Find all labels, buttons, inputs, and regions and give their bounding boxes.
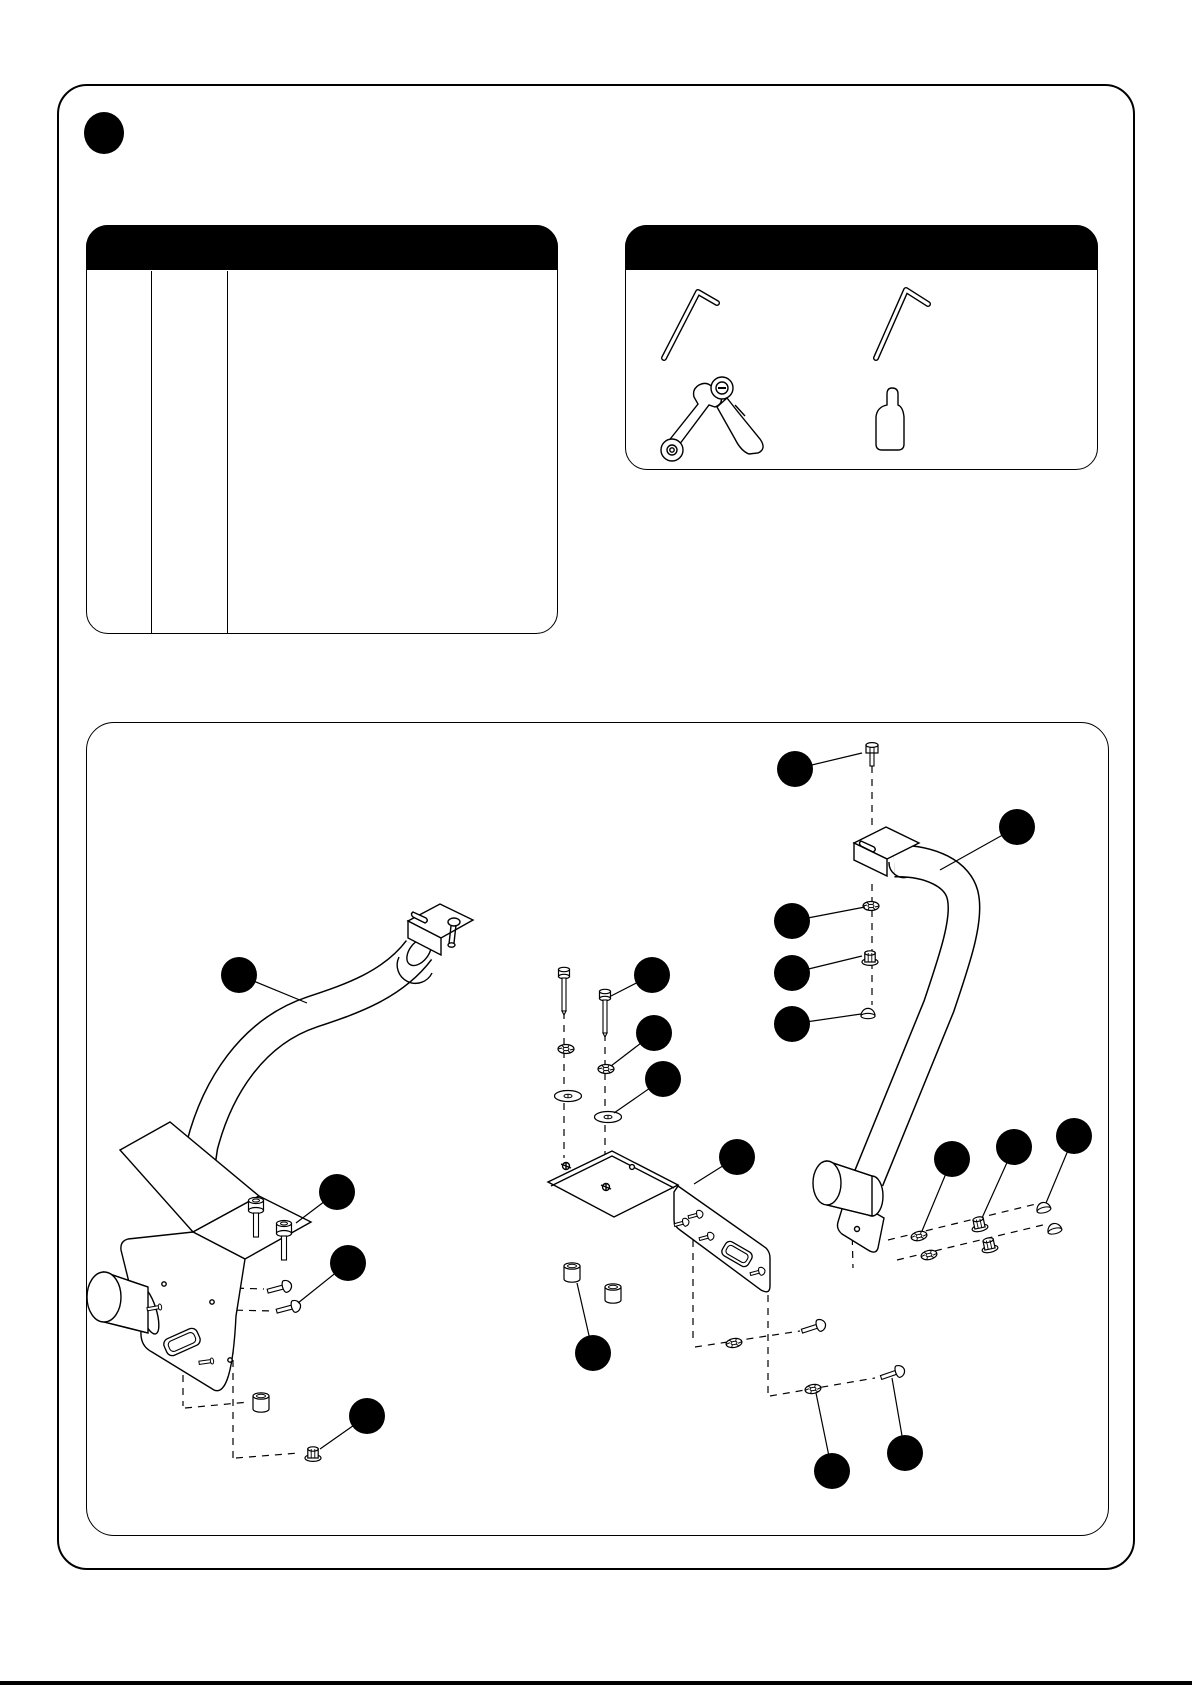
callout-marker [719, 1139, 755, 1175]
callout-flat-washer [614, 1061, 681, 1113]
plate-screw-hole [561, 1162, 571, 1170]
callout-marker [645, 1061, 681, 1097]
long-bolt-part [559, 967, 570, 1015]
bushing-part [564, 1263, 580, 1282]
callout-flange-nut [774, 955, 862, 991]
right-support-tube [868, 861, 964, 1180]
star-washer-part [558, 1045, 574, 1054]
callout-lock-washer [814, 1393, 850, 1489]
callout-hex-bolt-top [777, 751, 862, 787]
callout-marker [634, 957, 670, 993]
hex-bolt-part [866, 743, 878, 766]
alignment-dashed-line [185, 1402, 249, 1408]
callout-lock-washer [774, 903, 865, 939]
flange-nut-part [862, 951, 878, 966]
callout-marker [887, 1435, 923, 1471]
alignment-dashed-line [888, 1204, 1036, 1240]
button-screw-part [275, 1299, 302, 1317]
callout-marker [777, 751, 813, 787]
callout-long-bolt [611, 957, 670, 996]
part-illustrations [87, 827, 964, 1391]
star-washer-part [910, 1230, 928, 1242]
alignment-dashed-line [770, 1378, 875, 1396]
button-screw-part [266, 1279, 293, 1297]
star-washer-part [804, 1383, 821, 1395]
callout-button-screw [887, 1378, 923, 1471]
flat-washer-part [595, 1112, 622, 1123]
callout-marker [636, 1015, 672, 1051]
long-bolt-part [600, 989, 611, 1037]
callout-lock-washer [922, 1141, 970, 1231]
flat-washer-part [555, 1091, 582, 1102]
callout-dome-cap [1046, 1118, 1092, 1203]
dome-cap-part [861, 1008, 875, 1018]
callout-marker [774, 903, 810, 939]
star-washer-part [863, 902, 879, 911]
callout-left-bracket [296, 1174, 355, 1223]
flange-nut-part [970, 1215, 989, 1233]
callout-marker [774, 955, 810, 991]
callout-marker [934, 1141, 970, 1177]
dome-cap-part [1046, 1222, 1062, 1235]
bushing-part [253, 1393, 269, 1412]
callout-marker [221, 957, 257, 993]
callout-marker [349, 1398, 385, 1434]
button-screw-part [800, 1318, 827, 1337]
alignment-dashed-line [236, 1453, 299, 1458]
callout-marker [814, 1453, 850, 1489]
callout-marker [330, 1245, 366, 1281]
callout-flange-nut [982, 1129, 1032, 1218]
callout-dome-cap [774, 1006, 861, 1042]
dome-cap-part [1035, 1201, 1051, 1214]
callout-marker [996, 1129, 1032, 1165]
alignment-dashed-line [695, 1331, 800, 1347]
callout-markers [221, 751, 1092, 1489]
star-washer-part [725, 1337, 742, 1349]
flange-nut-part [305, 1447, 321, 1462]
callout-button-screw [298, 1245, 366, 1303]
callout-mounting-plate [694, 1139, 755, 1184]
callout-marker [774, 1006, 810, 1042]
callout-lock-washer [611, 1015, 672, 1066]
bushing-part [605, 1284, 621, 1303]
callout-marker [1056, 1118, 1092, 1154]
callout-flange-nut [320, 1398, 385, 1449]
callout-left-support-tube [221, 957, 307, 1003]
left-pedal-bracket [87, 1122, 311, 1391]
star-washer-part [920, 1249, 938, 1261]
callout-marker [999, 809, 1035, 845]
callout-marker [575, 1335, 611, 1371]
flange-nut-part [980, 1236, 999, 1254]
callout-marker [319, 1174, 355, 1210]
